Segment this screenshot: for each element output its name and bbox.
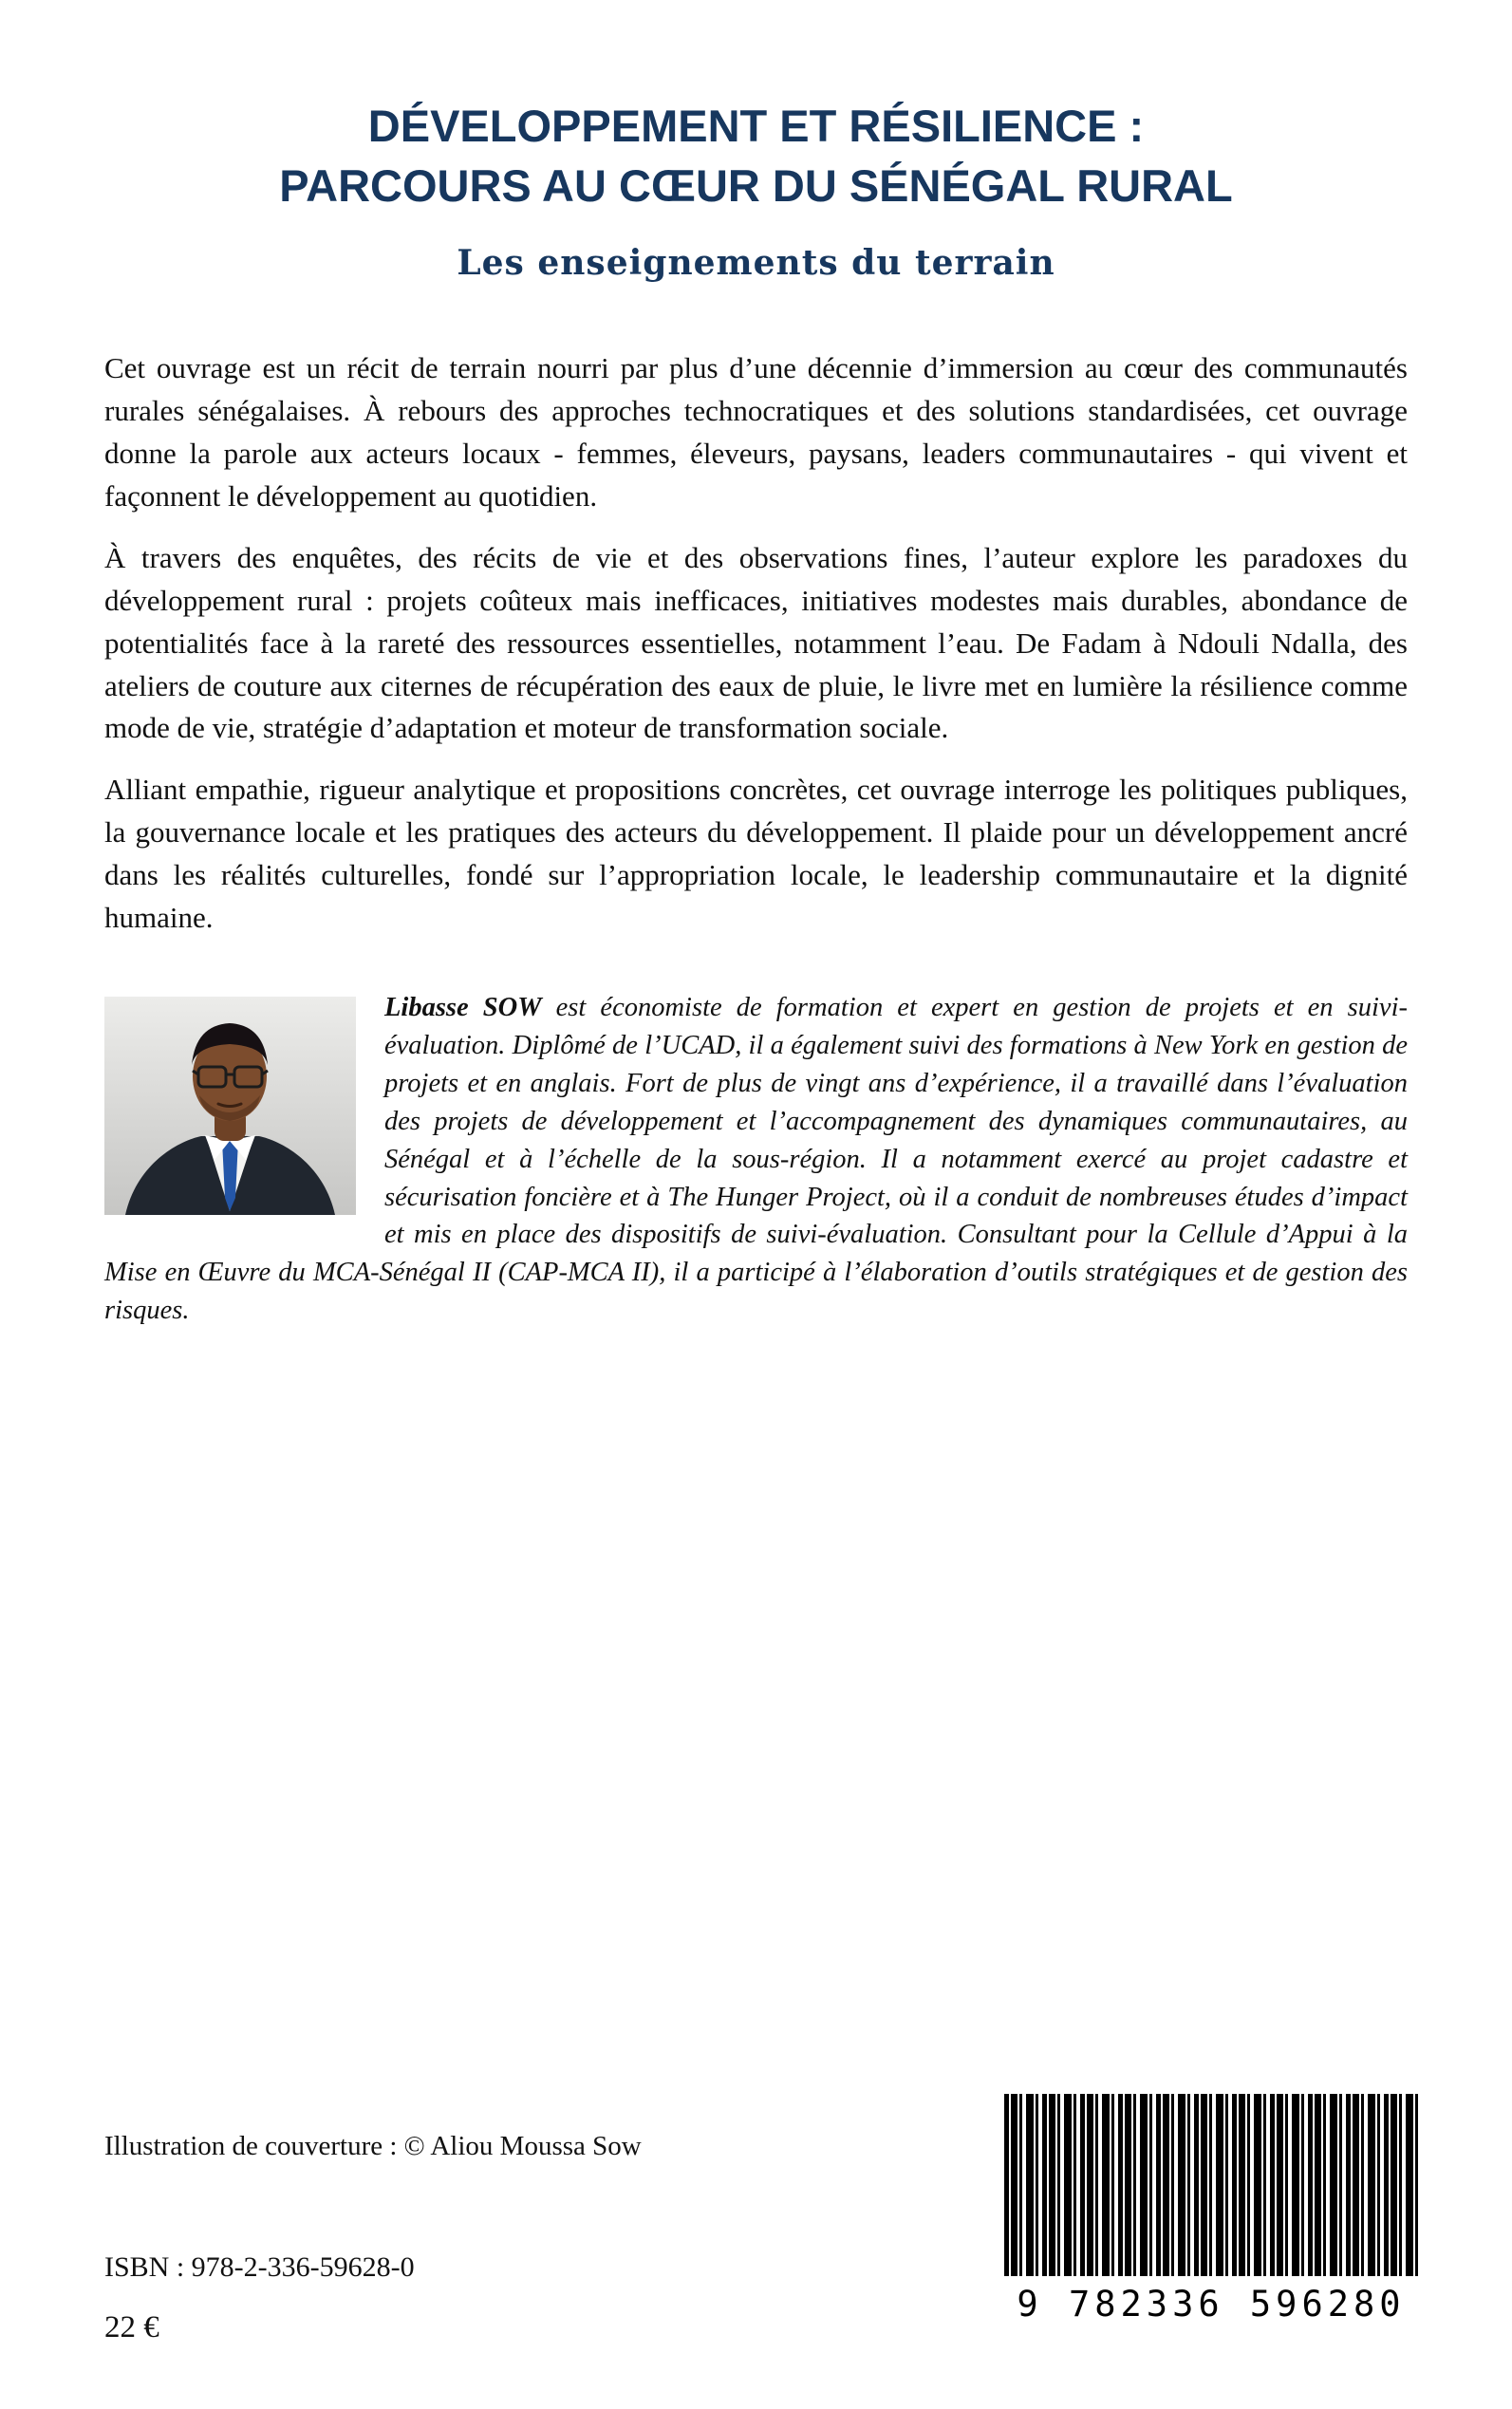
barcode-number: 9 782336 596280 — [1017, 2284, 1406, 2325]
price: 22 € — [104, 2310, 159, 2344]
author-photo — [104, 997, 356, 1215]
author-name: Libasse SOW — [384, 993, 542, 1023]
header — [0, 0, 1512, 283]
cover-illustration-credit: Illustration de couverture : © Aliou Moussa Sow — [104, 2131, 642, 2161]
author-bio-text: est économiste de formation et expert en gestion de projets et en suivi-évaluation. Diplômé de l’UCAD, il a également suivi des formations à New York en gestion de projets et en anglais. Fort de plus de vingt ans d’expérience, il a travaillé dans l’évaluation des projets de développement et l’accompagnement des dynamiques communautaires, au Sénégal et à l’échelle de la sous-région. Il a notamment exercé au projet cadastre et sécurisation foncière et à The Hunger Project, où il a conduit de nombreuses études d’impact et mis en place des dispositifs de suivi-évaluation. Consultant pour la Cellule d’Appui à la Mise en Œuvre du MCA-Sénégal II (CAP-MCA II), il a participé à l’élaboration d’outils stratégiques et de gestion des risques. — [104, 993, 1408, 1326]
book-title-line-1: DÉVELOPPEMENT ET RÉSILIENCE : — [367, 101, 1145, 151]
synopsis-paragraph-1: Cet ouvrage est un récit de terrain nourri par plus d’une décennie d’immersion au cœur des communautés rurales sénégalaises. À rebours des approches technocratiques et des solutions standardisées, cet ouvrage donne la parole aux acteurs locaux - femmes, éleveurs, paysans, leaders communautaires - qui vivent et façonnent le développement au quotidien. — [104, 350, 1408, 513]
isbn: ISBN : 978-2-336-59628-0 — [104, 2251, 415, 2283]
book-subtitle: Les enseignements du terrain — [457, 242, 1055, 283]
synopsis-paragraph-3: Alliant empathie, rigueur analytique et propositions concrètes, cet ouvrage interroge les politiques publiques, la gouvernance locale et les pratiques des acteurs du développement. Il plaide pour un développement ancré dans les réalités culturelles, fondé sur l’appropriation locale, le leadership communautaire et la dignité humaine. — [104, 773, 1408, 935]
barcode-bars-icon — [1004, 2094, 1418, 2276]
barcode — [1004, 2094, 1418, 2329]
author-bio — [104, 989, 1408, 1330]
synopsis-paragraph-2: À travers des enquêtes, des récits de vie et des observations fines, l’auteur explore les paradoxes du développement rural : projets coûteux mais inefficaces, initiatives modestes mais durables, abondance de potentialités face à la rareté des ressources essentielles, notamment l’eau. De Fadam à Ndouli Ndalla, des ateliers de couture aux citernes de récupération des eaux de pluie, le livre met en lumière la résilience comme mode de vie, stratégie d’adaptation et moteur de transformation sociale. — [104, 540, 1408, 745]
book-title-line-2: PARCOURS AU CŒUR DU SÉNÉGAL RURAL — [279, 159, 1233, 211]
synopsis — [104, 347, 1408, 940]
